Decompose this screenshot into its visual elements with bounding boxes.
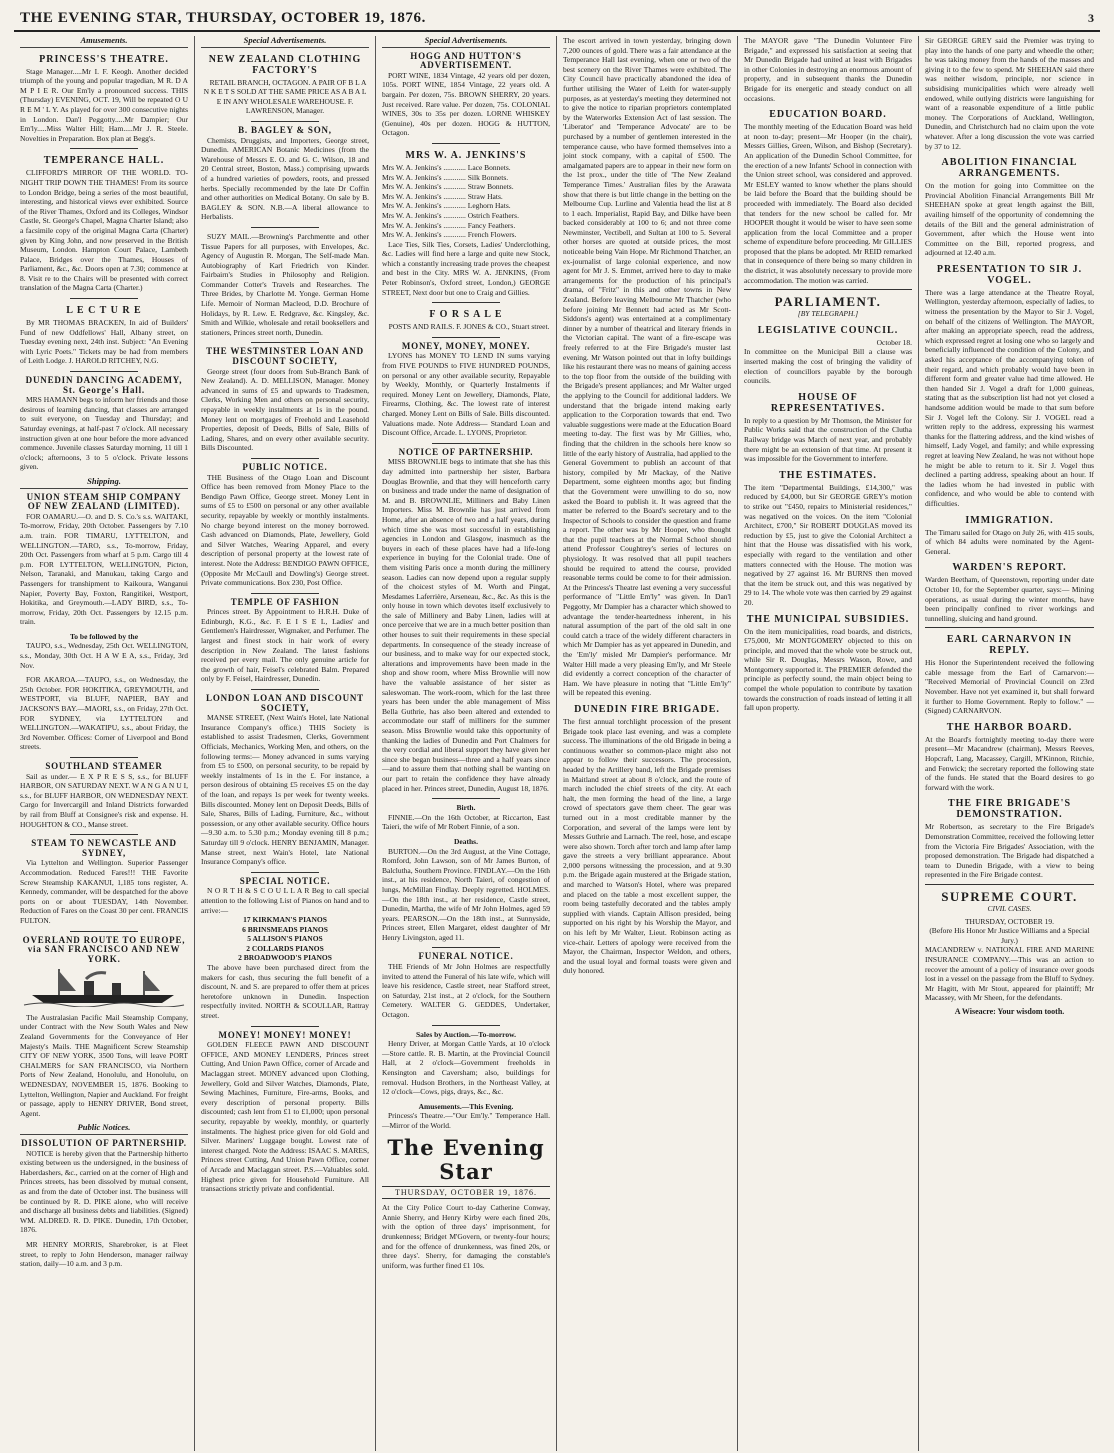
masthead-title: THE EVENING STAR, THURSDAY, OCTOBER 19, 1876. (20, 10, 426, 26)
followed-ad (20, 632, 188, 670)
akaroa-ad (20, 675, 188, 752)
list-item: Mrs W. A. Jenkins's ............ French Flowers. (382, 230, 517, 240)
ad-title: Birth. (456, 803, 476, 813)
ad-body: MISS BROWNLIE begs to intimate that she has this day admitted into partnership her sister, Barbara Douglas Brownlie, and that they will henceforth carry on business and trade under the name of designation of M. and B. BROWNLIE, Milliners and Baby Linen Importers. Miss M. Brownlie has just arrived from Home, after an absence of two and a half years, during which time she was most successful in establishing agencies in London and Glasgow, inasmuch as the buyers in each of these places have had a life-long experience in buying for the Colonial trade. One of them visiting Paris once a month during the millinery season. Ladies can now depend upon a regular supply of the choicest styles of M. Worth and Pingat, Mesdames Laferrière, Arseneau, &c., &c. As this is the only house in town which devotes itself exclusively to the sale of Millinery and Baby Linen, ladies will at once perceive that we are in a much better position than other houses to suit their requirements in these special departments. In consequence of the steady increase of our business, and to make way for our expected stock, alterations and improvements have been made in the shop and show room, where Miss Brownlie will now have the valuable assistance of her sister as saleswoman. The work-room, which for the last three years has been under the able management of Miss Bella Guthrie, has also been altered and extended to accommodate our staff of milliners for the summer season. Miss Brownlie would take this opportunity of thanking the ladies of Dunedin and Port Chalmers for the very cordial and liberal support they have given her since she began business—three and a half years since—and to assure them that nothing shall be wanting on our part to retain the confidence they have already placed in her. Princes street, Dunedin, August 18, 1876. (382, 457, 550, 793)
ad-body: MR HENRY MORRIS, Sharebroker, is at Fleet street, to reply to John Henderson, manager railway station, daily—10 a.m. and 3 p.m. (20, 1239, 188, 1269)
funeral-notice (382, 952, 550, 1019)
article-body: The escort arrived in town yesterday, bringing down 7,200 ounces of gold. There was a fair attendance at the Temperance Hall last evening, when one or two of the best scenery on the River Thames were exhibited. The City Council have practically abandoned the idea of further utilising the Water of Leith for water-supply purposes, as at yesterday's meeting they determined not to give the notice to riparian proprietors contemplated by the Waterworks Extension Act of last session. The 'Liberator' and 'Temperance Advocate' are to be purchased by a number of gentlemen interested in the temperance cause, who have formed themselves into a joint stock company, with a capital of £500. The amalgamated papers are to appear in their new form on the 1st prox., under the title of 'The New Zealand Temperance Times.' Australian files by the Arawata show that there is but little change in the betting on the Melbourne Cup. Lurline and Valentia head the list at 8 to 1 each. Imperialist, Rapid Bay, and Dilke have been backed considerably at 100 to 6; and not three come Newminster, Vectibell, and Sultan at 100 to 5. Several other horses are quoted at outside prices, the most noticeable being Vain Hope. Mr Richmond Thatcher, an ex-journalist of large colonial experience, and now agent for Mr J. S. Emmet, arrived here to day to make arrangements for the production of his principal's drama, of "Fritz" in this and other towns in New Zealand. Before leaving Melbourne Mr Thatcher (who before joining Mr Bennett had acted as Mr Scott-Siddons's agent) was entertained at a complimentary dinner by a number of theatrical and literary friends in the Victorian capital. The want of a fire-escape was freely referred to at the Fire Brigade's muster last evening. Mr Watson pointed out that in lofty buildings like his restaurant there was no means of gaining access to the top floor from the outside of the building with the Brigade's present appliances; and Mr Walter urged the applying to the Council for additional ladders. We understand that the brigade intend making early application to the Corporation towards that end. Two valuable suggestions were made at the Education Board meeting to-day. The first was by Mr Gillies, who, finding that the children in the schools here know so little of the early history of Australia, had applied to the General Government to publish an account of that history, compiled by Mr Mackay, of the Native Department, some eighteen months ago; but finding that the Government were unwilling to do so, now asked the Board to publish it. It was agreed that the matter be referred to the Board's secretary and to the Inspector of Schools to consider the question and frame a report. The other was by Mr Hooper, who thought that the pupil teachers at the Normal School should attend Professor Coughtrey's series of lectures on physiology. It was resolved that all pupil teachers should be required to attend the course, provided reasonable terms could be come to for their admission. At the Princess's Theatre last evening a very successful performance of "Little Em'ly" was given. In Dan'l Peggotty, Mr Dampier has a character which showed to advantage the tender-heartedness inherent, in his natural assumption of the part of the old salt in one could catch a trace of the widely different characters in which Mr Dampier has as yet appeared in Dunedin, and the 'Em'ly' misled Mr Dampier's performance. Mr Walter Hill made a very pleasing Em'ly, and Mr Steele did evidently a correct conception of the character of Ham. We have pleasure in noting that "Little Em'ly" will be repeated this evening. (563, 36, 731, 698)
ad-body: GOLDEN FLEECE PAWN AND DISCOUNT OFFICE, AND MONEY LENDERS, Princes street Cutting, And Union Pawn Office, corner of Arcade and Maclaggan street. MONEY advanced upon Clothing, Jewellery, Gold and Silver Watches, Diamonds, Plate, Sewing Machines, Furniture, Fire-arms, Books, and every description of personal property. Bills discounted; cash lent from £1 to £1,000; upon personal security, repayable by weekly, monthly, or quarterly instalments. The highest price given for old Gold and Silver. Mariners' Luggage bought. Lowest rate of interest charged. Note the Address: ISAAC S. MARES, Princes street Cutting, And Union Pawn Office, corner of Arcade and Maclaggan street. P.S.—Valuables sold. Highest price given for Household Furniture. All transactions strictly private and confidential. (201, 1040, 369, 1194)
divider (70, 298, 137, 299)
overland-ad (20, 936, 188, 1119)
section-subtitle: [BY TELEGRAPH.] (797, 309, 859, 319)
ad-title: Deaths. (454, 836, 478, 846)
money-ad (201, 1031, 369, 1194)
divider (432, 1025, 499, 1026)
article-body: On the motion for going into Committee on the Provincial Abolition Financial Arrangements Bill Mr SHEEHAN spoke at great length against the Bill, availing himself of the opportunity of condemning the details of the Bill and the general administration of Government, after which the House went into Committee on the Bill, reported progress, and adjourned at 12.40 a.m. (925, 181, 1094, 258)
column-4 (557, 36, 738, 1451)
jenkins-list (382, 163, 550, 240)
temple-fashion-ad (201, 598, 369, 684)
section-title: LEGISLATIVE COUNCIL. (757, 324, 899, 336)
section-title: SUPREME COURT. (941, 888, 1078, 904)
london-loan-ad (201, 694, 369, 867)
divider (432, 947, 499, 948)
temperance-ad (20, 155, 188, 293)
bagley-ad (201, 126, 369, 222)
article-body: Sir GEORGE GREY said the Premier was trying to play into the hands of one party and wheedle the other; he was taking money from the hands of the masses and giving it to the few to spend. Mr SHEEHAN said there was neither wisdom, principle, nor science in subsidising municipalities which were already well endowed, while outlying districts were languishing for want of a reasonable expenditure of a little public money. The Corporations of Auckland, Wellington, Dunedin, and Christchurch had no claim upon the vote whatever. After a long discussion the vote was carried by 37 to 12. (925, 36, 1094, 151)
section-title: THE ESTIMATES. (779, 469, 877, 481)
public-notice-ad (201, 463, 369, 588)
divider (251, 1026, 318, 1027)
steamship-icon (20, 967, 188, 1007)
newcastle-ad (20, 839, 188, 925)
ad-title: TEMPERANCE HALL. (43, 155, 165, 167)
ad-body: THE Business of the Otago Loan and Discount Office has been removed from Money Place to the Bendigo Pawn Office, George street. Money Lent in sums of £5 to £500 on personal or any other available security, repayable by weekly or monthly instalments. No charge beyond interest on the money borrowed. Cash advanced on Diamonds, Plate, Jewellery, Gold and Silver Watches, Wearing Apparel, and every description of personal property at the lowest rate of interest. Note the Address: BENDIGO PAWN OFFICE, (Opposite Mr McCaull and Dowling's) George street. Private communications. Box 230, Post Office. (201, 472, 369, 588)
ad-title: FUNERAL NOTICE. (418, 951, 514, 962)
list-item: Mrs W. A. Jenkins's ............ Fancy Feathers. (382, 220, 516, 230)
ad-body: Lace Ties, Silk Ties, Corsets, Ladies' Underclothing, &c. Ladies will find here a large and quite new Stock, which a constantly increasing trade proves the cheapest and best in the City. MRS W. A. JENKINS, (From Peter Robinson's, Oxford street, London,) GEORGE STREET, Next door but one to Craig and Gillies. (382, 239, 550, 297)
article-body: His Honor the Superintendent received the following cable message from the Earl of Carnarvon:— "Received Memorial of Provincial Council on 23rd November. Have not yet examined it, but shall forward it further to Home Government. Reply to follow." —(Signed) CARNARVON. (925, 658, 1094, 716)
ad-title: NEW ZEALAND CLOTHING FACTORY'S (208, 53, 362, 76)
section-title: HOUSE OF REPRESENTATIVES. (770, 391, 886, 414)
clothing-factory-ad (201, 54, 369, 116)
lyons-money-ad (382, 342, 550, 438)
article-body: MACANDREW v. NATIONAL FIRE AND MARINE INSURANCE COMPANY.—This was an action to recover the amount of a policy of insurance over goods lost in a vessel on the passage from the Bluff to Sydney. Mr Hagitt, with Mr Stout, appeared for plaintiff; Mr Macassey, with Mr Sheen, for the defendants. (925, 945, 1094, 1003)
list-item: Mrs W. A. Jenkins's ............ Leghorn Hats. (382, 201, 511, 211)
ad-body: Via Lyttelton and Wellington. Superior Passenger Accommodation. Reduced Fares!!! THE Favorite Screw Steamship KAKANUI, 1,185 tons register, A. Kennedy, commander, will be despatched for the above ports on or about TUESDAY, 14th November. Reduction of Fares on the Coast 30 per cent. FRANCIS FULTON. (20, 858, 188, 925)
shipping-header: Shipping. (20, 477, 188, 489)
ad-title: To be followed by the (69, 631, 139, 641)
court-judge: (Before His Honor Mr Justice Williams and a Special Jury.) (929, 926, 1090, 945)
lecture-ad (20, 305, 188, 366)
ad-title: SOUTHLAND STEAMER (45, 761, 163, 771)
ad-title: NOTICE OF PARTNERSHIP. (398, 446, 534, 457)
dancing-ad (20, 376, 188, 472)
divider (70, 834, 137, 835)
article-body: Mr Robertson, as secretary to the Fire Brigade's Demonstration Committee, received the following letter from the Victoria Fire Brigades' Association, with the proposed demonstration. The Brigade had dispatched a team to Dunedin Brigade, with a view to being represented in the Fire Brigade contest. (925, 822, 1094, 880)
paper-date: THURSDAY, OCTOBER 19, 1876. (382, 1186, 550, 1200)
dissolution-notice (20, 1139, 188, 1235)
divider (432, 443, 499, 444)
section-title: IMMIGRATION. (965, 514, 1054, 526)
ad-body: George street (four doors from Sub-Branch Bank of New Zealand). A. D. MELLISON, Manager. Money advanced in sums of £5 and upwards to Tradesmen, Clerks, Working Men and others on personal security, repayable in weekly instalments at 1s in the pound. Money lent on mortgages of Freehold and Leasehold Properties, deposit of Deeds, Bills of Sale, Bills of Lading, Shares, and on every other available security. Bills Discounted. (201, 366, 369, 453)
ad-title: Sales by Auction.—To-morrow. (415, 1029, 516, 1039)
article-body: On the item municipalities, road boards, and districts, £75,000, Mr MONTGOMERY objected to this on principle, and moved that the whole vote be struck out, while Sir R. Douglas, Messrs Wason, Rowe, and Montgomery supported it. The PREMIER defended the principle as perfectly sound, the main object being to compel the whole population to contribute by taxation towards the construction of roads instead of letting it all fall upon property. (744, 626, 912, 713)
masthead (14, 10, 1100, 32)
paper-title: The Evening Star (387, 1134, 545, 1184)
ad-title: OVERLAND ROUTE TO EUROPE, via SAN FRANCISCO AND NEW YORK. (22, 934, 186, 964)
list-item: Mrs W. A. Jenkins's ............ Lace Bonnets. (382, 162, 511, 172)
column-2 (195, 36, 376, 1451)
list-item: 5 ALLISON'S PIANOS (247, 934, 323, 944)
section-title: PARLIAMENT. (774, 294, 882, 310)
auction-notice (382, 1030, 550, 1097)
column-6 (919, 36, 1100, 1451)
ad-title: L E C T U R E (66, 305, 142, 317)
ad-title: DISSOLUTION OF PARTNERSHIP. (21, 1138, 187, 1148)
list-item: 6 BRINSMEADS PIANOS (242, 924, 328, 934)
article-body: The MAYOR gave "The Dunedin Volunteer Fire Brigade," and expressed his satisfaction at seeing that Mr Dunedin Brigade had united at least with Brigades in other Colonies in destroying an enormous amount of property, and in subsequent thanks the Dunedin Brigade for its energetic and steady conduct on all occasions. (744, 36, 912, 103)
list-item: 2 BROADWOOD'S PIANOS (238, 953, 332, 963)
ad-title: MRS W. A. JENKINS'S (405, 149, 527, 161)
special-notice-ad (201, 877, 369, 1021)
section-title: THE HARBOR BOARD. (946, 721, 1073, 733)
article-body: At the Board's fortnightly meeting to-day there were present—Mr Macandrew (chairman), Messrs Reeves, Hopcraft, Lang, Macassey, Cargill, M'Kinnon, Ritchie, and Fenwick; the secretary reported the following state of the funds. He stated that the Board desires to go forward with the work. (925, 734, 1094, 792)
ad-body: MRS HAMANN begs to inform her friends and those desirous of learning dancing, that classes are arranged to suit everyone, on Tuesday and Thursday; and Saturday evenings, at half-past 7 o'clock. All necessary instruction given at one hour before the more advanced commence. Juvenile classes Saturday morning, 11 till 1 o'clock; afternoons, 3 to 5 o'clock. Private lessons given. (20, 395, 188, 472)
column-header: Special Advertisements. (201, 36, 369, 48)
divider (70, 371, 137, 372)
theatre-ad (20, 54, 188, 144)
article-body: Warden Beetham, of Queenstown, reporting under date October 10, for the September quarter, says:— Mining operations, as usual during the winter months, have been principally confined to river workings and tunnelling, sluicing and hand ground. (925, 575, 1094, 623)
divider (432, 337, 499, 338)
ad-body: The above have been purchased direct from the makers for cash, thus securing the full benefit of a discount, N. and S. are prepared to offer them at prices heretofore unknown in Dunedin. Inspection respectfully invited. NORTH & SCOULLAR, Rattray street. (201, 963, 369, 1021)
article-body: In committee on the Municipal Bill a clause was inserted making the cost of bringing the validity of election of councillors payable by the borough councils. (744, 347, 912, 386)
section-title: THE MUNICIPAL SUBSIDIES. (746, 613, 910, 625)
sharebroker-notice (20, 1240, 188, 1269)
ad-title: PRINCESS'S THEATRE. (39, 53, 169, 65)
ad-title: UNION STEAM SHIP COMPANY OF NEW ZEALAND (LIMITED). (26, 491, 182, 512)
section-subtitle: CIVIL CASES. (987, 903, 1032, 913)
section-title: EARL CARNARVON IN REPLY. (946, 634, 1073, 657)
public-notices-header: Public Notices. (20, 1123, 188, 1135)
article-body: The monthly meeting of the Education Board was held at noon to-day; present—Mr Hooper (in the chair), Messrs Gillies, Green, Wilson, and Bishop (Secretary). An application of the Dunedin School Committee, for the erection of a new Infants' School in connection with the Union street school, was considered and approved. Mr ESLEY wanted to know whether the plans should be laid before the Board that the building should be proceeded with immediately. The Board also decided that tenders for the new school be called for. Mr HOOPER thought it would be wiser to have seen some application from the local Committee and a proper scheme of expenditure before proceeding. Mr GILLIES proposed that the plans be adopted. Mr REID remarked that in consequence of there being so many children in the district, it was absolutely necessary to provide more accommodation. The motion was carried. (744, 122, 912, 285)
divider (70, 931, 137, 932)
westminster-ad (201, 347, 369, 453)
ad-body: PORT WINE, 1834 Vintage, 42 years old per dozen, 105s. PORT WINE, 1854 Vintage, 22 years old. A bargain. Per dozen, 75s. BROWN SHERRY, 20 years. Just received. Rare value. Per dozen, 75s. COLONIAL WINES, 30s to 35s per dozen. LORNE WHISKEY (Genuine), 40s per dozen. HOGG & HUTTON, Octagon. (382, 70, 550, 138)
section-title: PRESENTATION TO SIR J. VOGEL. (936, 263, 1083, 286)
section-title: THE FIRE BRIGADE'S DEMONSTRATION. (947, 798, 1072, 821)
list-item: Mrs W. A. Jenkins's ............ Straw Hats. (382, 191, 503, 201)
hogg-hutton-ad (382, 52, 550, 138)
section-title: ABOLITION FINANCIAL ARRANGEMENTS. (941, 157, 1078, 180)
dateline: THURSDAY, OCTOBER 19. (964, 916, 1055, 926)
jenkins-ad (382, 150, 550, 297)
dateline: October 18. (876, 337, 912, 347)
ad-title: TEMPLE OF FASHION (230, 596, 340, 607)
divider (744, 289, 912, 290)
ad-title: DUNEDIN DANCING ACADEMY, St. George's Hall. (25, 375, 183, 395)
list-item: Mrs W. A. Jenkins's ............ Ostrich Feathers. (382, 210, 519, 220)
ad-title: HOGG AND HUTTON'S ADVERTISEMENT. (410, 50, 522, 71)
article-body: The first annual torchlight procession of the present Brigade took place last evening, and was a complete success. The illuminations of the old Brigade in being a continuous weather so common-place might also not appear to follow their successors. The procession, headed by the Artillery band, left the Brigade premises in Maitland street at about 8 o'clock, and the route of march included the chief streets of the city. At each halt, the men forming the head of the line, a large crowd of spectators gave them cheer. The gear was turned out in a most creditable manner by the Corporation, and several of the lamps were lent by Messrs Guthrie and Larnach. The reel, hose, and escape were also shown. Torch after torch and lamp after lamp gave the streets a very brilliant appearance. About 2,000 persons witnessing the procession, and at 9.30 p.m. the Brigade again mustered at the Brigade station, and marched to Watson's Hotel, where was prepared and placed on the table a most excellent supper, the room being tastefully decorated and the tables amply supplied with viands. Captain Allison presided, being supported on his right by his Worship the Mayor, and on his left by Mr Walter, Lieut. Robinson acting as vice-chair. Letters of apology were received from the Mayor, the Chairman, Inspector Weldon, and others, and the usual loyal and formal toasts were given and duly honored. (563, 716, 731, 976)
divider (251, 227, 318, 228)
article-body: In reply to a question by Mr Thomson, the Minister for Public Works said that the construction of the Clutha Railway bridge was March of next year, and probably there might be an extension of that time. At present it was impossible for the Government to interfere. (744, 415, 912, 464)
deaths-notice (382, 837, 550, 943)
list-item: Mrs W. A. Jenkins's ............ Silk Bonnets. (382, 172, 509, 182)
ad-body: FINNIE.—On the 16th October, at Riccarton, East Taieri, the wife of Mr Robert Finnie, of a son. (382, 812, 550, 832)
ad-title: Amusements.—This Evening. (418, 1101, 514, 1111)
divider (925, 884, 1094, 885)
columns (14, 36, 1100, 1451)
birth-notice (382, 803, 550, 832)
divider (70, 148, 137, 149)
column-header: Amusements. (20, 36, 188, 48)
ad-title: SPECIAL NOTICE. (239, 875, 331, 886)
section-title: DUNEDIN FIRE BRIGADE. (574, 703, 720, 715)
column-3 (376, 36, 557, 1451)
ad-body: Sail as under.— E X P R E S S, s.s., for BLUFF HARBOR, ON SATURDAY NEXT. W A N G A N U I, s.s., for BLUFF HARBOR, ON WEDNESDAY NEXT. Cargo for Invercargill and Inland Districts forwarded by rail from Bluff at Consignee's risk and expense. H. HOUGHTON & CO., Manse street. (20, 771, 188, 829)
column-header: Special Advertisements. (382, 36, 550, 48)
ad-body: Stage Manager.....Mr I. F. Keogh. Another decided triumph of the young and popular tragedian, M R. D A M P I E R. Our Em'ly a pronounced success. THIS (Thursday) EVENING, OCT. 19, Will be repeated O U R E M ' L Y. As played for over 300 consecutive nights in London. Dan'l Peggotty.....Mr Dampier; Our Em'ly.....Miss Walter Hill; Ham.....Mr J. R. Steele. Novelties in Preparation. Box plan at Begg's. (20, 66, 188, 143)
article-body: At the City Police Court to-day Catherine Conway, Annie Sherry, and Henry Kirby were each fined 20s, with the option of three days' imprisonment, for drunkenness; Bridget M'Govern, or twenty-four hours; and for the offence of drunkenness, was fined 20s, or three days'. Sherry, for damaging the constable's uniform, was further fined £1 10s. (382, 1203, 550, 1270)
piano-list (201, 915, 369, 963)
divider (70, 757, 137, 758)
ad-body: LYONS has MONEY TO LEND IN sums varying from FIVE POUNDS to FIVE HUNDRED POUNDS, on personal or any other available security, Repayable by Weekly, Monthly, or Quarterly Instalments if required. Money Lent on Jewellery, Diamonds, Plate, Firearms, Clothing, &c. The lowest rate of interest charged. Money Lent on Bills of Sale. Bills discounted. Valuations made. Note Address— Standard Loan and Discount Office, Arcade. L. LYONS, Proprietor. (382, 351, 550, 438)
ad-body: NOTICE is hereby given that the Partnership hitherto existing between us the undersigned, in the business of Haberdashers, &c., carried on at the corner of High and Princes streets, has been dissolved by mutual consent, as and from the date of October inst. The business will be continued by R. D. PIKE alone, who will receive and discharge all business debts and liabilities. (Signed) WM. ALDRED. R. D. PIKE. Dunedin, 17th October, 1876. (20, 1148, 188, 1235)
ad-title: LONDON LOAN AND DISCOUNT SOCIETY, (206, 693, 364, 713)
suzy-mail-ad (201, 232, 369, 338)
ad-title: F O R S A L E (429, 309, 503, 321)
ad-body: The Australasian Pacific Mail Steamship Company, under Contract with the New South Wales and New Zealand Governments for the Conveyance of Her Majesty's Mails. THE Magnificent Screw Steamship CITY OF NEW YORK, 3500 Tons, will leave PORT CHALMERS for SAN FRANCISCO, via Northern Ports of New Zealand, Honolulu, and Honolulu, on WEDNESDAY, NOVEMBER 15, 1876. Booking to Lyttelton, Wellington, Napier and Auckland. For freight or passage, apply to HENRY DRIVER, Bond street, Agent. (20, 1012, 188, 1118)
divider (251, 872, 318, 873)
ad-body: FOR AKAROA.—TAUPO, s.s., on Wednesday, the 25th October. FOR HOKITIKA, GREYMOUTH, and WESTPORT, via BLUFF, NAPIER, BAY and JACKSON'S BAY.—MAORI, s.s., on Friday, 27th Oct. FOR SYDNEY, via LYTTELTON and WELLINGTON.—WAKATIPU, s.s., about Friday, the 3rd November. Offices: Corner of Liverpool and Bond streets. (20, 675, 188, 752)
ad-title: MONEY, MONEY, MONEY. (401, 340, 531, 351)
union-steam-ad (20, 493, 188, 627)
ad-title: THE WESTMINSTER LOAN AND DISCOUNT SOCIETY, (206, 346, 364, 367)
for-sale-ad (382, 309, 550, 332)
divider (432, 302, 499, 303)
divider (251, 342, 318, 343)
list-item: 2 COLLARDS PIANOS (246, 943, 324, 953)
footer-caption: A Wiseacre: Your wisdom tooth. (954, 1006, 1065, 1016)
partnership-notice (382, 448, 550, 793)
divider (432, 798, 499, 799)
ad-body: TAUPO, s.s., Wednesday, 25th Oct. WELLINGTON, s.s., Monday, 30th Oct. H A W E A, s.s., Friday, 3rd Nov. (20, 641, 188, 670)
ad-body: N O R T H & S C O U L L A R Beg to call special attention to the following List of Pianos on hand and to arrive:— (201, 886, 369, 915)
ad-body: SUZY MAIL.—Browning's Parchmentte and other Tissue Papers for all purposes, with Envelopes, &c. Agency of Augustin R. Morgan, The Self-made Man. Autobiography of Karl Friedrich von Kinder. Fairbairn's Studies in Philosophy and Religion. Commander Cotter's Travels and Researches. The Three Brides, by Charlotte M. Yonge. German Home Life. Memoir of Norman Macleod, D.D. Brochure of Holidays, by R. Lew. E. Redgrave, &c. Kingsley, &c. Smith and Wilkie, wholesale and retail booksellers and stationers, Princes street north, Dunedin. (201, 231, 369, 337)
amusements-tonight (382, 1102, 550, 1131)
ad-body: POSTS AND RAILS. F. JONES & CO., Stuart street. (388, 322, 550, 332)
section-title: WARDEN'S REPORT. (952, 562, 1067, 574)
divider (251, 593, 318, 594)
ad-body: RETAIL BRANCH, OCTAGON. A PAIR OF B L A N K E T S SOLD AT THE SAME PRICE AS A B A L E IN ANY WHOLESALE WAREHOUSE. F. LAWRENSON, Manager. (203, 77, 367, 116)
column-5 (738, 36, 919, 1451)
article-body: The item "Departmental Buildings, £14,300," was reduced by £4,000, but Sir GEORGE GREY's motion to strike out "£450, repairs to Ministerial residences," was negatived on the voices. On the item "Colonial Architect, £700," Sir ROBERT DOUGLAS moved its reduction by £5, just to give the Colonial Architect a hint that the House was dissatisfied with his work, especially with regard to the ventilation and other matters connected with the House. The motion was negatived by 27 against 16. Mr BURNS then moved that the item be struck out, and this was negatived by 29 to 14. The whole vote was then carried by 29 against 20. (744, 482, 912, 607)
divider (432, 143, 499, 144)
ad-title: MONEY! MONEY! MONEY! (218, 1029, 352, 1040)
article-body: The Timaru sailed for Otago on July 26, with 415 souls, of which 84 adults were nominated by the Agent-General. (925, 527, 1094, 556)
article-body: There was a large attendance at the Theatre Royal, Wellington, yesterday afternoon, especially of ladies, to witness the presentation by the Mayor to Sir J. Vogel, on behalf of the citizens of Wellington. The MAYOR, after making an appropriate speech, read the address, which expressed regret at losing one who so largely and beneficially influenced the condition of the Colony, and asked his acceptance of the accompanying token of their regard, and which probably would have been in different form and greater value had time allowed. He then handed Sir J. Vogel a draft for 1,000 guineas, stating that as the subscription list had not yet closed a handsome addition would be made to that sum before Sir J. Vogel left the Colony. Sir J. VOGEL read a written reply to the address, expressing his warmest thanks for the flattering address, and the kind wishes of himself, Lady Vogel, and family; and while expressing regret at leaving New Zealand, he was not without hope he might be able to return to it. Sir J. Vogel thus declined a parting address, speaking about an hour. If the ladies whom he had invested in public with confidence, and who would be able to contend with difficulties. (925, 287, 1094, 508)
ad-body: MANSE STREET, (Next Wain's Hotel, late National Insurance Company's office.) THIS Society is established to assist Tradesmen, Clerks, Government Officials, Mechanics, Working Men, and others, on the following terms:— Money advanced in sums varying from £5 to £500, on personal security, to be repaid by weekly instalments of 1s in the £. For instance, a person desirous of obtaining £5 receives £5 on the day of the loan, and repays 1s per week for twenty weeks. Bills discounted. Money lent on Deposit Deeds, Bills of Sale, Shares, Bills of Lading, Furniture, &c., without possession, or any other available security. Office hours—9.30 a.m. to 5.30 p.m.; Monday evening till 8 p.m.; Saturday till 9 o'clock. HENRY BENJAMIN, Manager. Manse street, next Wain's Hotel, late National Insurance Company's office. (201, 713, 369, 867)
ad-body: BURTON.—On the 3rd August, at the Vine Cottage, Romford, John Lawson, son of Mr James Burton, of Balclutha, Southern Province. FINDLAY.—On the 16th inst., at his residence, North Taieri, of congestion of lungs, McMillan Findlay. Deeply regretted. HOLMES.—On the 18th inst., at her residence, Castle street, Dunedin, Martha, the wife of Mr John Holmes, aged 59 years. PEARSON.—On the 18th inst., at Sunnyside, Princes street, Ellen Margaret, eldest daughter of Mr Henry Livingston, aged 11. (382, 846, 550, 942)
list-item: 17 KIRKMAN'S PIANOS (243, 915, 327, 925)
divider (251, 121, 318, 122)
ad-body: THE Friends of Mr John Holmes are respectfully invited to attend the Funeral of his late wife, which will leave his residence, Castle street, near Stafford street, on Saturday, 21st inst., at 2 o'clock, for the Southern Cemetery. WALTER G. GEDDES, Undertaker, Octagon. (382, 962, 550, 1020)
column-1 (14, 36, 195, 1451)
list-item: Mrs W. A. Jenkins's ............ Straw Bonnets. (382, 182, 514, 192)
southland-ad (20, 762, 188, 829)
divider (251, 458, 318, 459)
ad-title: STEAM TO NEWCASTLE AND SYDNEY, (31, 838, 177, 858)
page-number: 3 (1088, 11, 1094, 25)
ad-title: B. BAGLEY & SON, (238, 124, 332, 135)
ad-body: Henry Driver, at Morgan Cattle Yards, at 10 o'clock—Store cattle. R. B. Martin, at the Provincial Council Hall, at 2 o'clock—Government freeholds in Kensington and Caversham; also, buildings for removal. Hudson Brothers, in the Northeast Valley, at 12 o'clock—Cows, pigs, drays, &c., &c. (382, 1039, 550, 1097)
ad-body: CLIFFORD'S MIRROR OF THE WORLD. TO-NIGHT TRIP DOWN THE THAMES! From its source to London Bridge, being a series of the most beautiful, interesting, and historical views ever exhibited. Source of the River Thames, Oxford and its Colleges, Windsor Castle, St. George's Chapel, Magna Charter Island; also a facsimile copy of the original Magna Carta (Charter) given by King John, and now preserved in the British Museum, London. Hampton Court Palace, Lambeth Palace, Bridges over the Thames, Houses of Parliament, &c., &c. Doors open at 7.30; commence at 8. Visit re to the Chairs will be presented with correct translation of the Magna Carta (Charter.) (20, 168, 188, 293)
divider (925, 627, 1094, 628)
ad-body: By MR THOMAS BRACKEN, In aid of Builders' Fund of new Oddfellows' Hall, Albany street, on Tuesday evening next, 24th inst. Subject: "An Evening with Lyric Poets." Tickets may be had from members of Leith Lodge. J. HAROLD RITCHEY, N.G. (20, 318, 188, 366)
ad-body: Chemists, Druggists, and Importers, George street, Dunedin. AMERICAN Botanic Medicines (from the Warehouse of Messrs E. O. and G. C. Wilson, 18 and 20 Central street, Boston, Mass.) comprising upwards of a hundred varieties of powders, roots, and pressed herbs. Specially recommended by the late Dr Coffin and other authorities on Medical Botany. On sale by B. BAGLEY & SON. N.B.—A liberal allowance to Herbalists. (201, 135, 369, 222)
ad-title: PUBLIC NOTICE. (242, 461, 328, 472)
divider (251, 689, 318, 690)
ad-body: FOR OAMARU.—O. and D. S. Co.'s s.s. WAITAKI, To-morrow, Friday, 20th October. Passengers by 7.10 a.m. train. FOR TIMARU, LYTTELTON, and WELLINGTON.—TARO, s.s., To-morrow, Friday, 20th Oct. Passengers from wharf at 5 p.m. Cargo till 4 p.m. FOR LYTTELTON, WELLINGTON, Picton, Nelson, Taranaki, and Manukau, taking Cargo and Passengers for transhipment to Kaikoura, Wanganui Napier, Poverty Bay, Foxton, Rangitikei, Westport, Hokitika, and Greymouth.—LADY BIRD, s.s., To-morrow, Friday, 20th Oct. Passengers by 12.15 p.m. train. (20, 511, 188, 627)
section-title: EDUCATION BOARD. (769, 109, 887, 121)
ad-body: Princess's Theatre.—"Our Em'ly." Temperance Hall.—Mirror of the World. (382, 1111, 550, 1130)
ad-body: Princes street. By Appointment to H.R.H. Duke of Edinburgh, K.G., &c. F. E I S E L, Ladies' and Gentlemen's Hairdresser, Wigmaker, and Perfumer. The largest and finest stock in hair work of every description in New Zealand. The latest fashions received per every mail. The only genuine article for the growth of hair, Feisel's celebrated Balm. Prepared only by F. Feisel, Hairdresser, Dunedin. (201, 607, 369, 684)
